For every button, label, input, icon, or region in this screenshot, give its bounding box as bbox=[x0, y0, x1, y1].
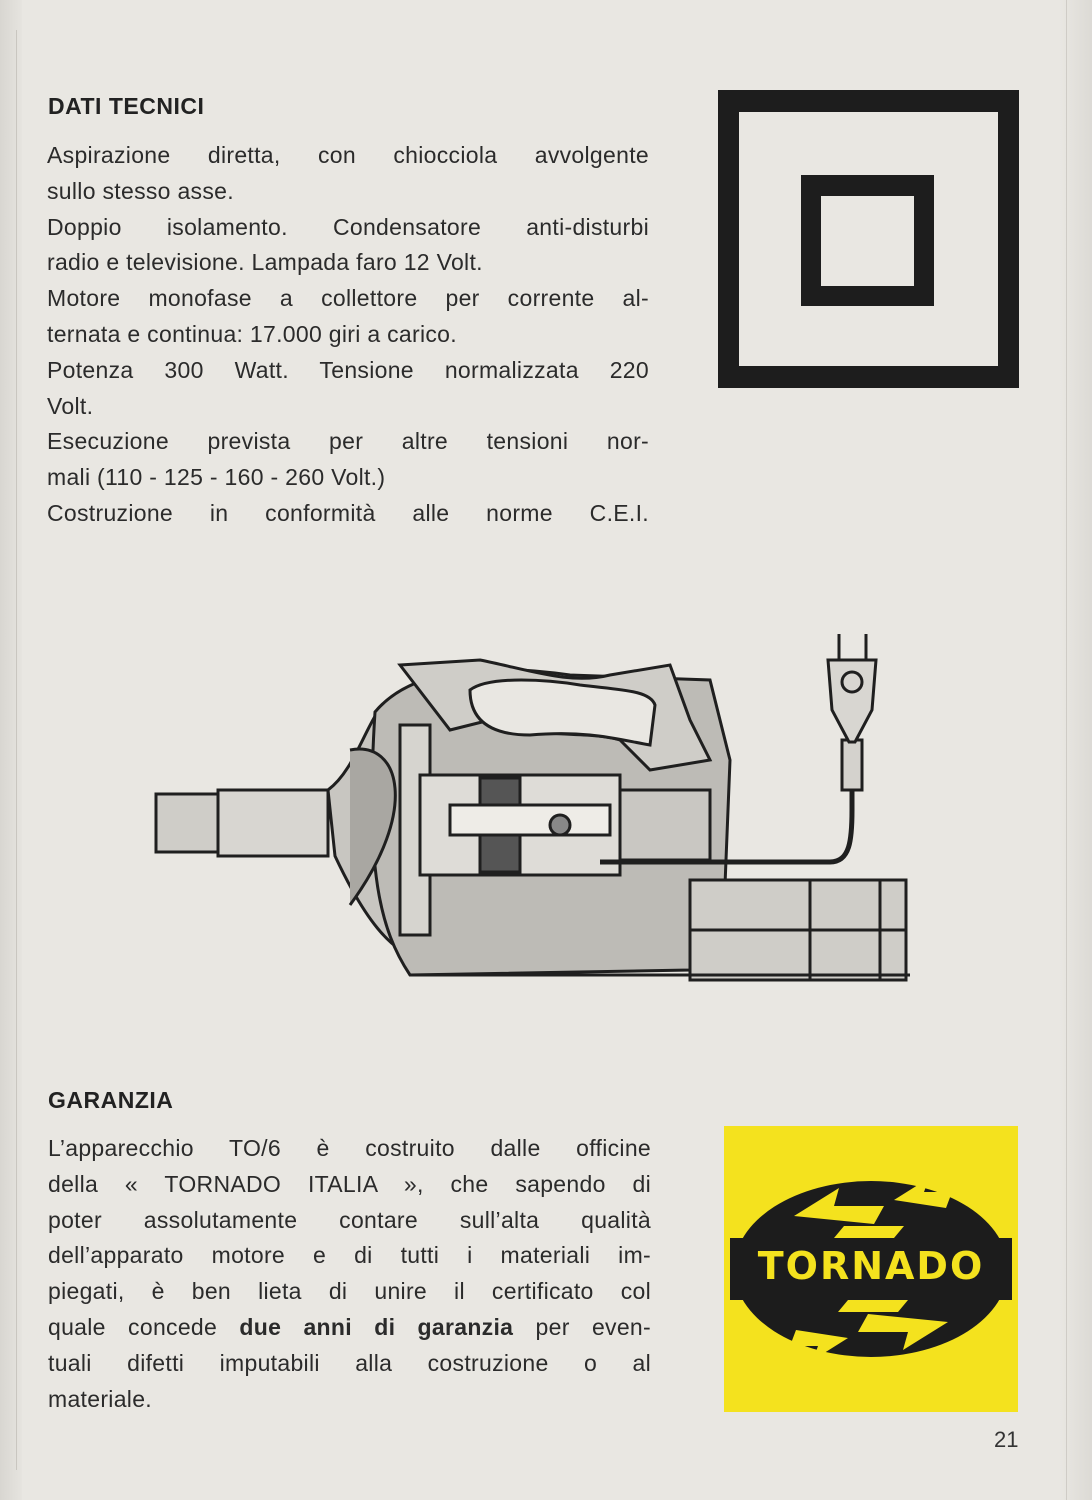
text-line: sullo stesso asse. bbox=[47, 177, 234, 204]
text-line: ternata e continua: 17.000 giri a carico. bbox=[47, 320, 457, 347]
text-line: piegati, è ben lieta di unire il certificato col bbox=[48, 1278, 651, 1305]
text-line: dell’apparato motore e di tutti i materiali im- bbox=[48, 1242, 651, 1269]
technical-data-heading: DATI TECNICI bbox=[48, 93, 205, 119]
text-line: L’apparecchio TO/6 è costruito dalle officine bbox=[48, 1135, 651, 1161]
logo-wordmark: TORNADO bbox=[757, 1244, 985, 1288]
text-segment: quale concede bbox=[48, 1313, 240, 1340]
text-line: Motore monofase a collettore per corrente al- bbox=[47, 285, 649, 312]
text-line: materiale. bbox=[48, 1385, 152, 1412]
text-line: Doppio isolamento. Condensatore anti-disturbi bbox=[47, 213, 649, 240]
text-line: della « TORNADO ITALIA », che sapendo di bbox=[48, 1170, 651, 1197]
text-line: Volt. bbox=[47, 392, 94, 419]
guarantee-emphasis: due anni di garanzia bbox=[239, 1313, 514, 1340]
text-line: Aspirazione diretta, con chiocciola avvolgente bbox=[47, 142, 649, 168]
guarantee-heading: GARANZIA bbox=[48, 1087, 174, 1113]
text-line: mali (110 - 125 - 160 - 260 Volt.) bbox=[47, 464, 386, 491]
text-line: Costruzione in conformità alle norme C.E.I. bbox=[47, 499, 649, 526]
page-number: 21 bbox=[994, 1427, 1019, 1452]
text-line: Potenza 300 Watt. Tensione normalizzata 220 bbox=[47, 356, 649, 383]
page-right-edge bbox=[1060, 0, 1092, 1500]
text-line bbox=[48, 1310, 651, 1346]
double-insulation-icon bbox=[718, 90, 1019, 388]
tornado-logo bbox=[724, 1126, 1018, 1412]
vacuum-cutaway-illustration bbox=[150, 630, 910, 990]
text-line: Esecuzione prevista per altre tensioni nor- bbox=[47, 428, 649, 455]
text-line: tuali difetti imputabili alla costruzione o al bbox=[48, 1349, 651, 1376]
technical-data-text bbox=[47, 138, 649, 532]
text-segment: per even- bbox=[513, 1313, 651, 1340]
guarantee-text bbox=[48, 1131, 651, 1417]
text-line: radio e televisione. Lampada faro 12 Volt. bbox=[47, 249, 483, 276]
page-binding-edge bbox=[0, 0, 22, 1500]
text-line: poter assolutamente contare sull’alta qualità bbox=[48, 1206, 651, 1233]
